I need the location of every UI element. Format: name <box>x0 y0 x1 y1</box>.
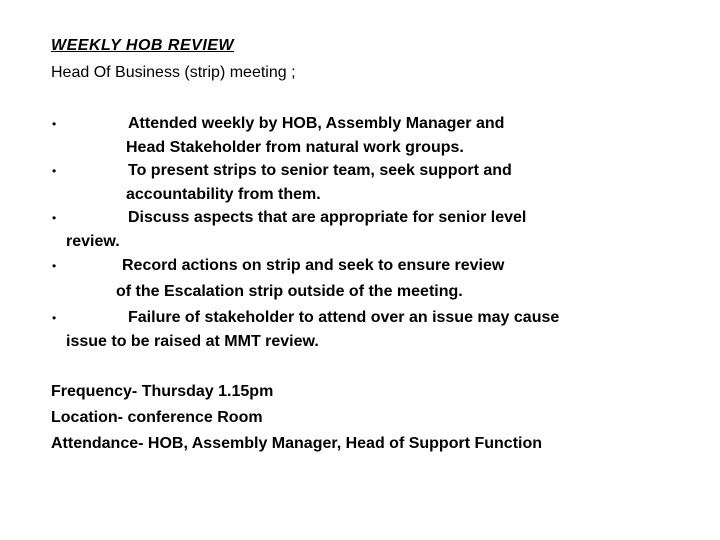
bullet-marker: • <box>52 117 57 131</box>
bullet-marker: • <box>52 211 57 225</box>
bullet-3-line-1: Discuss aspects that are appropriate for senior level <box>128 209 527 226</box>
bullet-3-line-2: review. <box>66 232 120 250</box>
frequency-text: Frequency- Thursday 1.15pm <box>51 383 274 400</box>
bullet-2-line-2: accountability from them. <box>126 185 321 203</box>
bullet-marker: • <box>52 311 57 325</box>
bullet-1-line-2: Head Stakeholder from natural work groups. <box>126 138 464 156</box>
slide-subtitle: Head Of Business (strip) meeting ; <box>51 64 296 81</box>
bullet-1-line-1: Attended weekly by HOB, Assembly Manager and <box>128 115 505 132</box>
bullet-4-line-1: Record actions on strip and seek to ensure review <box>122 257 505 274</box>
slide-title: WEEKLY HOB REVIEW <box>51 37 235 54</box>
bullet-2-line-1: To present strips to senior team, seek support and <box>128 162 512 179</box>
attendance-text: Attendance- HOB, Assembly Manager, Head of Support Function <box>51 435 543 452</box>
bullet-5-line-2: issue to be raised at MMT review. <box>66 332 319 350</box>
bullet-marker: • <box>52 164 57 178</box>
bullet-marker: • <box>52 259 57 273</box>
bullet-5-line-1: Failure of stakeholder to attend over an issue may cause <box>128 309 560 326</box>
location-text: Location- conference Room <box>51 409 263 426</box>
bullet-4-line-2: of the Escalation strip outside of the meeting. <box>116 283 463 300</box>
